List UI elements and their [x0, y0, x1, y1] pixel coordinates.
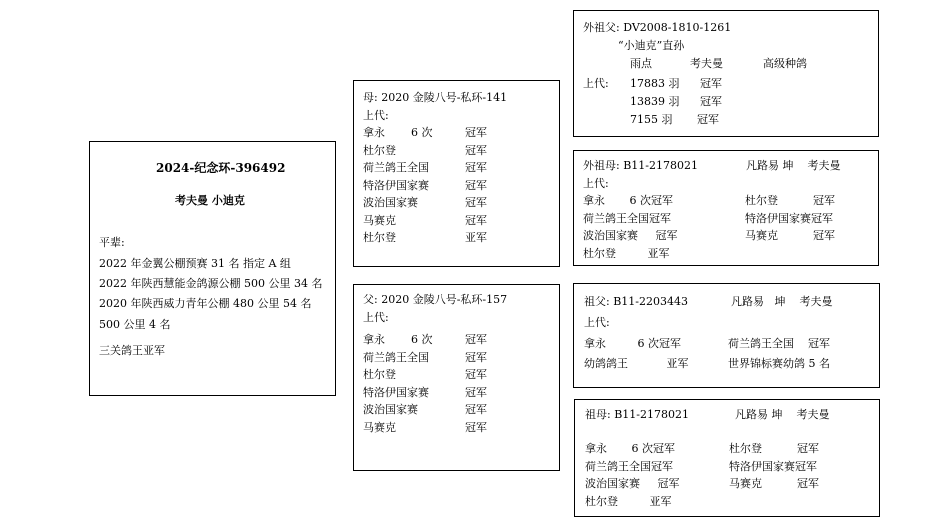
- achievement-award: 冠军: [465, 350, 487, 364]
- maternal-grandfather-race-count: 17883 羽: [630, 77, 680, 90]
- subject-result-4: 500 公里 4 名: [99, 318, 171, 331]
- achievement-entry: 拿永 6 次冠军: [583, 194, 673, 207]
- father-title: 父: 2020 金陵八号-私环-157: [363, 293, 508, 306]
- subject-ring-number: 2024-纪念环-396492: [156, 161, 286, 175]
- subject-pigeon-card: [89, 141, 336, 396]
- achievement-name: 荷兰鸽王全国: [363, 161, 429, 174]
- paternal-grandfather-traits: 凡路易 坤 考夫曼: [731, 295, 833, 308]
- maternal-grandfather-card: [573, 10, 879, 137]
- maternal-grandfather-race-award: 冠军: [700, 95, 722, 108]
- achievement-entry: 特洛伊国家赛冠军: [729, 459, 817, 473]
- achievement-award: 冠军: [465, 178, 487, 192]
- maternal-grandmother-card: [573, 150, 879, 266]
- achievement-award: 冠军: [465, 403, 487, 416]
- subject-strain: 考夫曼 小迪克: [175, 194, 245, 207]
- maternal-grandfather-trait: 高级种鸽: [763, 57, 807, 70]
- achievement-entry: 幼鸽鸽王 亚军: [584, 357, 689, 370]
- maternal-grandfather-ancestry-label: 上代:: [583, 77, 609, 90]
- achievement-entry: 波治国家赛 冠军: [585, 477, 680, 490]
- achievement-entry: 杜尔登 亚军: [585, 494, 672, 508]
- subject-result-3: 2020 年陕西威力青年公棚 480 公里 54 名: [99, 297, 312, 310]
- achievement-name: 波治国家赛: [363, 196, 418, 209]
- achievement-award: 冠军: [465, 368, 487, 381]
- achievement-entry: 荷兰鸽王全国冠军: [585, 459, 673, 473]
- subject-honor: 三关鸽王亚军: [99, 344, 165, 357]
- maternal-grandmother-ancestry-label: 上代:: [583, 177, 609, 190]
- mother-card: [353, 80, 560, 267]
- maternal-grandmother-title: 外祖母: B11-2178021: [583, 159, 698, 172]
- achievement-entry: 杜尔登 冠军: [745, 194, 835, 207]
- achievement-entry: 杜尔登 亚军: [583, 246, 670, 260]
- achievement-entry: 马赛克 冠军: [729, 477, 819, 490]
- maternal-grandfather-race-count: 7155 羽: [630, 113, 673, 126]
- mother-title: 母: 2020 金陵八号-私环-141: [363, 91, 508, 104]
- paternal-grandmother-card: [574, 399, 880, 517]
- achievement-award: 亚军: [465, 231, 487, 244]
- maternal-grandfather-race-award: 冠军: [700, 77, 722, 90]
- achievement-entry: 马赛克 冠军: [745, 229, 835, 242]
- maternal-grandfather-trait: 考夫曼: [690, 57, 723, 70]
- achievement-entry: 特洛伊国家赛冠军: [745, 211, 833, 225]
- achievement-award: 冠军: [465, 196, 487, 209]
- achievement-award: 冠军: [465, 126, 487, 139]
- father-ancestry-label: 上代:: [363, 311, 389, 324]
- achievement-entry: 拿永 6 次冠军: [584, 337, 681, 350]
- achievement-award: 冠军: [465, 161, 487, 174]
- achievement-entry: 世界锦标赛幼鸽 5 名: [728, 357, 830, 370]
- achievement-award: 冠军: [465, 213, 487, 227]
- achievement-name: 杜尔登: [363, 231, 396, 244]
- achievement-name: 特洛伊国家赛: [363, 178, 429, 192]
- maternal-grandfather-trait: 雨点: [630, 57, 652, 70]
- paternal-grandfather-card: [573, 283, 880, 388]
- subject-result-1: 2022 年金翼公棚预赛 31 名 指定 A 组: [99, 257, 291, 270]
- achievement-name: 特洛伊国家赛: [363, 385, 429, 399]
- achievement-name: 波治国家赛: [363, 403, 418, 416]
- achievement-name: 荷兰鸽王全国: [363, 350, 429, 364]
- achievement-entry: 荷兰鸽王全国冠军: [583, 211, 671, 225]
- achievement-entry: 拿永 6 次冠军: [585, 442, 675, 455]
- achievement-count: 6 次: [411, 126, 433, 139]
- achievement-name: 杜尔登: [363, 368, 396, 381]
- achievement-award: 冠军: [465, 333, 487, 346]
- achievement-award: 冠军: [465, 420, 487, 434]
- achievement-entry: 波治国家赛 冠军: [583, 229, 678, 242]
- subject-siblings-label: 平辈:: [99, 236, 125, 249]
- paternal-grandfather-title: 祖父: B11-2203443: [584, 295, 688, 308]
- achievement-name: 马赛克: [363, 420, 396, 434]
- achievement-name: 杜尔登: [363, 143, 396, 157]
- mother-ancestry-label: 上代:: [363, 109, 389, 122]
- achievement-name: 拿永: [363, 126, 385, 139]
- achievement-award: 冠军: [465, 385, 487, 399]
- achievement-entry: 荷兰鸽王全国 冠军: [728, 337, 830, 350]
- maternal-grandfather-race-award: 冠军: [697, 113, 719, 126]
- achievement-count: 6 次: [411, 333, 433, 346]
- maternal-grandfather-title: 外祖父: DV2008-1810-1261: [583, 21, 732, 34]
- achievement-name: 拿永: [363, 333, 385, 346]
- father-card: [353, 284, 560, 471]
- achievement-entry: 杜尔登 冠军: [729, 442, 819, 455]
- paternal-grandmother-title: 祖母: B11-2178021: [585, 408, 689, 421]
- subject-result-2: 2022 年陕西慧能金鸽源公棚 500 公里 34 名: [99, 277, 323, 290]
- achievement-award: 冠军: [465, 143, 487, 157]
- maternal-grandmother-traits: 凡路易 坤 考夫曼: [746, 159, 841, 172]
- paternal-grandmother-traits: 凡路易 坤 考夫曼: [735, 408, 830, 421]
- achievement-name: 马赛克: [363, 213, 396, 227]
- maternal-grandfather-race-count: 13839 羽: [630, 95, 680, 108]
- paternal-grandfather-ancestry-label: 上代:: [584, 316, 610, 329]
- maternal-grandfather-subtitle: “小迪克”直孙: [618, 39, 685, 52]
